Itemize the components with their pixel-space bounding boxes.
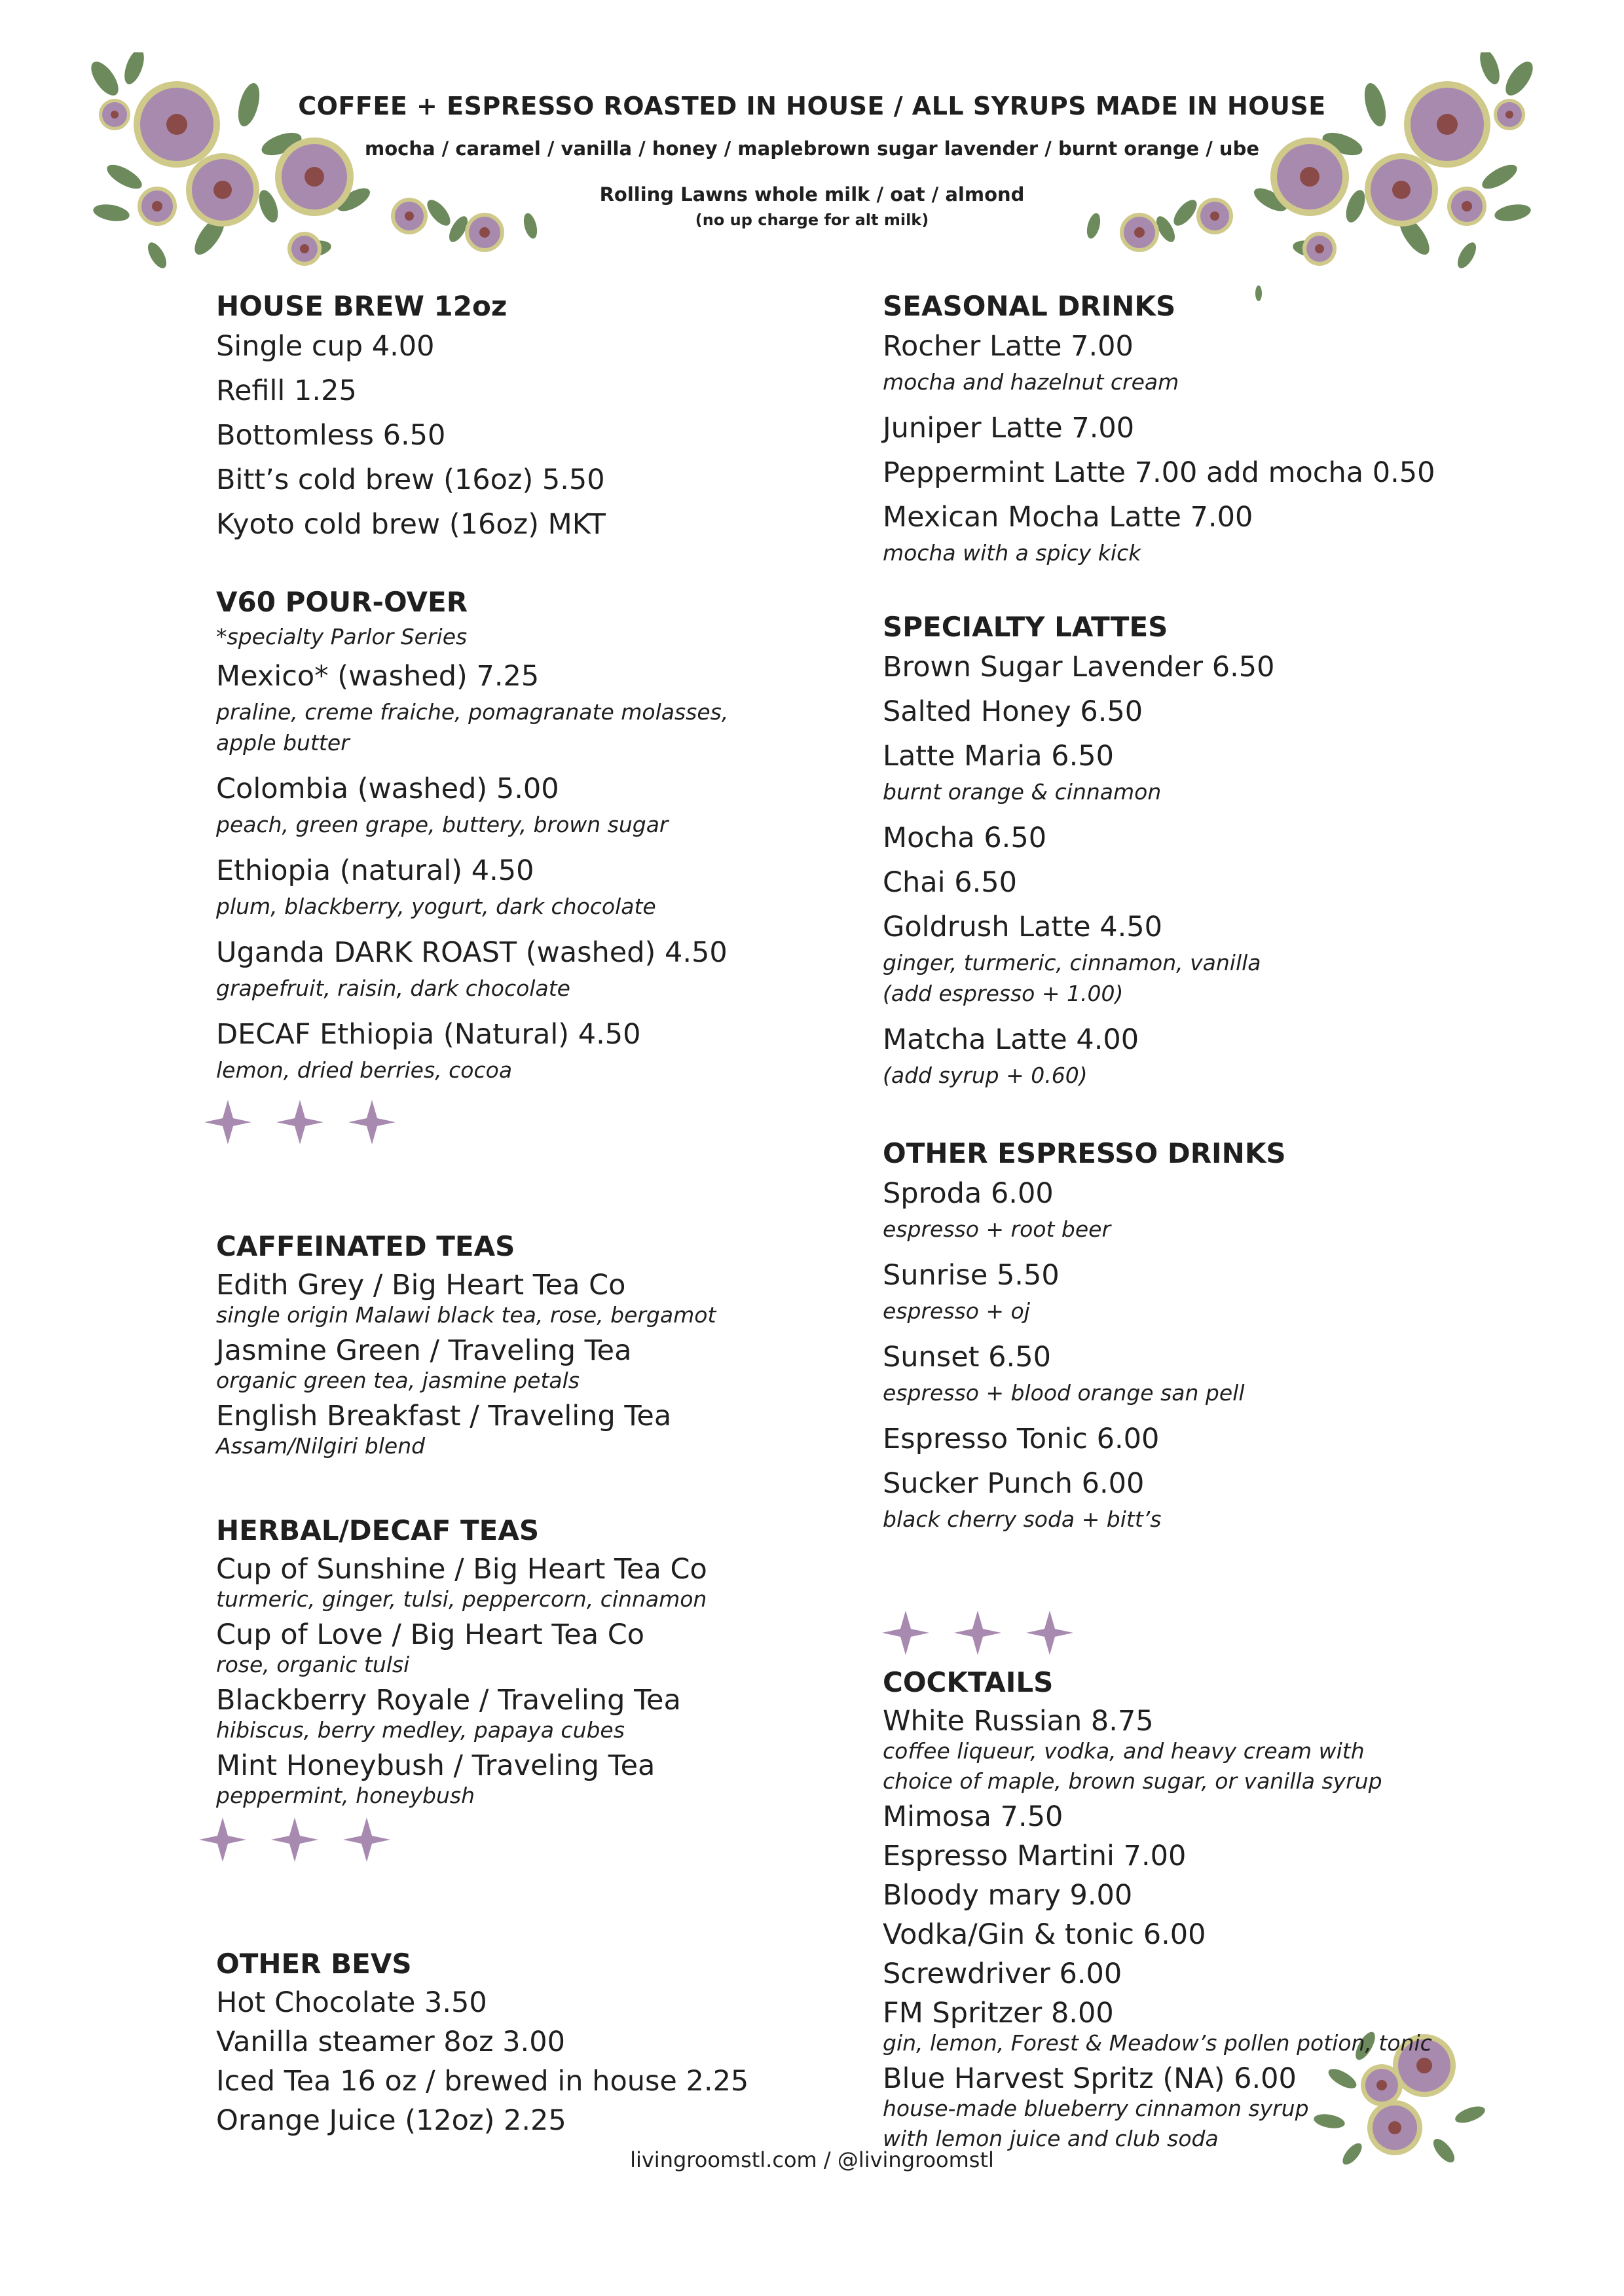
item-description: lemon, dried berries, cocoa: [216, 1057, 513, 1083]
item-description: organic green tea, jasmine petals: [216, 1368, 580, 1393]
item-description: black cherry soda + bitt’s: [883, 1506, 1162, 1532]
header-milk-options: Rolling Lawns whole milk / oat / almond: [599, 183, 1025, 206]
menu-item: [216, 1014, 871, 1085]
menu-item: [883, 1798, 1538, 1836]
item-name: Bitt’s cold brew (16oz) 5.50: [216, 464, 605, 496]
menu-item: [883, 1955, 1538, 1993]
item-name: Mimosa 7.50: [883, 1800, 1063, 1833]
item-name: English Breakfast / Traveling Tea: [216, 1400, 672, 1432]
menu-item: [883, 497, 1538, 568]
menu-item: [216, 932, 871, 1004]
star-icon: [204, 1100, 251, 1144]
section-note: *specialty Parlor Series: [216, 624, 468, 649]
section-title: SPECIALTY LATTES: [883, 611, 1168, 643]
item-description: (add espresso + 1.00): [883, 981, 1124, 1006]
menu-item: [216, 460, 871, 500]
item-description: espresso + oj: [883, 1298, 1030, 1324]
item-name: Sucker Punch 6.00: [883, 1467, 1145, 1500]
menu-item: [216, 1681, 871, 1745]
item-name: Peppermint Latte 7.00 add mocha 0.50: [883, 456, 1435, 489]
item-name: Mexico* (washed) 7.25: [216, 660, 540, 693]
item-name: Goldrush Latte 4.50: [883, 911, 1163, 943]
footer-links: livingroomstl.com / @livingroomstl: [630, 2147, 994, 2172]
menu-item: [883, 818, 1538, 858]
section-other-espresso-drinks: [883, 1134, 1538, 1535]
section-cocktails: [883, 1663, 1538, 2154]
star-divider: [879, 1607, 1538, 1659]
item-description: espresso + root beer: [883, 1216, 1111, 1242]
menu-item: [883, 1019, 1538, 1091]
menu-item: [883, 408, 1538, 448]
menu-item: [883, 736, 1538, 807]
menu-item: [216, 769, 871, 840]
menu-item: [216, 2023, 871, 2061]
item-name: Rocher Latte 7.00: [883, 330, 1134, 363]
menu-item: [216, 2102, 871, 2140]
section-title: CAFFEINATED TEAS: [216, 1230, 515, 1262]
item-description: peppermint, honeybush: [216, 1783, 475, 1808]
item-name: Matcha Latte 4.00: [883, 1023, 1139, 1056]
item-description: rose, organic tulsi: [216, 1652, 410, 1677]
item-name: Espresso Tonic 6.00: [883, 1423, 1160, 1455]
item-name: Single cup 4.00: [216, 330, 435, 363]
item-name: Sunset 6.50: [883, 1341, 1051, 1374]
item-name: Vodka/Gin & tonic 6.00: [883, 1918, 1206, 1951]
section-title: HERBAL/DECAF TEAS: [216, 1514, 540, 1546]
header-milk-note: (no up charge for alt milk): [695, 211, 929, 229]
menu-item: [883, 1337, 1538, 1408]
star-icon: [348, 1100, 396, 1144]
star-icon: [882, 1611, 929, 1655]
star-icon: [1026, 1611, 1073, 1655]
menu-item: [216, 1550, 871, 1614]
section-caffeinated-teas: [216, 1227, 871, 1461]
star-icon: [343, 1817, 390, 1862]
section-seasonal-drinks: [883, 287, 1538, 568]
menu-item: [883, 647, 1538, 687]
menu-header: [0, 92, 1624, 229]
section-title: V60 POUR-OVER: [216, 586, 468, 618]
item-description: burnt orange & cinnamon: [883, 779, 1162, 805]
menu-item: [883, 1419, 1538, 1459]
item-description: Assam/Nilgiri blend: [216, 1433, 426, 1459]
menu-item: [216, 850, 871, 922]
menu-item: [883, 1173, 1538, 1245]
item-name: Salted Honey 6.50: [883, 695, 1143, 728]
section-title: COCKTAILS: [883, 1666, 1054, 1698]
menu-item: [216, 371, 871, 411]
star-icons: [202, 1096, 398, 1148]
item-description: with lemon juice and club soda: [883, 2126, 1219, 2151]
menu-item: [216, 2062, 871, 2100]
menu-item: [216, 1984, 871, 2022]
item-name: Espresso Martini 7.00: [883, 1840, 1187, 1872]
item-name: Bloody mary 9.00: [883, 1879, 1133, 1912]
item-name: Orange Juice (12oz) 2.25: [216, 2104, 566, 2137]
item-name: Ethiopia (natural) 4.50: [216, 854, 534, 887]
section-title: OTHER ESPRESSO DRINKS: [883, 1137, 1286, 1169]
menu-item: [216, 1266, 871, 1330]
item-description: praline, creme fraiche, pomagranate molasses, apple butter: [216, 699, 729, 756]
item-name: Mint Honeybush / Traveling Tea: [216, 1749, 655, 1782]
menu-item: [883, 326, 1538, 397]
menu-item: [216, 326, 871, 367]
item-name: Mexican Mocha Latte 7.00: [883, 501, 1253, 534]
left-column: [216, 287, 871, 2189]
menu-item: [883, 2060, 1538, 2154]
star-icon: [271, 1817, 318, 1862]
item-name: Juniper Latte 7.00: [883, 412, 1135, 445]
menu-item: [883, 1255, 1538, 1326]
menu-item: [883, 691, 1538, 732]
item-name: Blackberry Royale / Traveling Tea: [216, 1684, 681, 1717]
menu-item: [883, 1876, 1538, 1914]
menu-item: [883, 1837, 1538, 1875]
menu-item: [216, 415, 871, 456]
item-name: Brown Sugar Lavender 6.50: [883, 651, 1275, 683]
header-title: COFFEE + ESPRESSO ROASTED IN HOUSE / ALL SYRUPS MADE IN HOUSE: [298, 92, 1326, 120]
star-icon: [199, 1817, 246, 1862]
item-name: Vanilla steamer 8oz 3.00: [216, 2026, 565, 2058]
item-description: ginger, turmeric, cinnamon, vanilla: [883, 950, 1261, 975]
item-description: choice of maple, brown sugar, or vanilla syrup: [883, 1768, 1382, 1794]
item-name: Jasmine Green / Traveling Tea: [216, 1334, 632, 1367]
star-icon: [276, 1100, 323, 1144]
item-name: Screwdriver 6.00: [883, 1958, 1122, 1990]
item-name: Sunrise 5.50: [883, 1259, 1060, 1292]
menu-item: [883, 452, 1538, 493]
item-name: Mocha 6.50: [883, 822, 1047, 854]
section-title: SEASONAL DRINKS: [883, 290, 1176, 322]
item-name: Colombia (washed) 5.00: [216, 773, 559, 805]
star-icons: [196, 1813, 393, 1866]
item-name: Hot Chocolate 3.50: [216, 1986, 487, 2019]
item-description: single origin Malawi black tea, rose, bergamot: [216, 1302, 716, 1328]
menu-item: [216, 656, 871, 758]
item-description: coffee liqueur, vodka, and heavy cream with: [883, 1738, 1365, 1764]
item-name: Cup of Sunshine / Big Heart Tea Co: [216, 1553, 707, 1586]
item-name: Blue Harvest Spritz (NA) 6.00: [883, 2062, 1297, 2095]
item-name: White Russian 8.75: [883, 1705, 1154, 1738]
item-name: FM Spritzer 8.00: [883, 1997, 1114, 2030]
item-name: Iced Tea 16 oz / brewed in house 2.25: [216, 2065, 749, 2098]
section-title: HOUSE BREW 12oz: [216, 290, 507, 322]
menu-item: [216, 1332, 871, 1396]
item-description: turmeric, ginger, tulsi, peppercorn, cinnamon: [216, 1586, 707, 1612]
header-syrups: mocha / caramel / vanilla / honey / maplebrown sugar lavender / burnt orange / ube: [364, 137, 1260, 160]
section-v60-pour-over: [216, 583, 871, 1085]
item-name: Kyoto cold brew (16oz) MKT: [216, 508, 606, 541]
menu-item: [883, 1463, 1538, 1535]
item-name: Edith Grey / Big Heart Tea Co: [216, 1269, 626, 1302]
star-icon: [954, 1611, 1001, 1655]
menu-item: [883, 907, 1538, 1009]
item-description: house-made blueberry cinnamon syrup: [883, 2096, 1309, 2121]
item-name: Refill 1.25: [216, 374, 357, 407]
item-description: espresso + blood orange san pell: [883, 1380, 1245, 1406]
section-herbal-decaf-teas: [216, 1511, 871, 1811]
item-name: Chai 6.50: [883, 866, 1017, 899]
right-column: [883, 287, 1538, 2204]
menu-item: [216, 1616, 871, 1680]
item-description: (add syrup + 0.60): [883, 1063, 1088, 1088]
star-divider: [196, 1813, 871, 1872]
menu-item: [883, 862, 1538, 903]
menu-item: [883, 1702, 1538, 1796]
section-title: OTHER BEVS: [216, 1948, 412, 1980]
item-name: Uganda DARK ROAST (washed) 4.50: [216, 936, 728, 969]
item-name: Bottomless 6.50: [216, 419, 446, 452]
menu-item: [216, 1747, 871, 1811]
item-name: Latte Maria 6.50: [883, 740, 1114, 773]
item-description: gin, lemon, Forest & Meadow’s pollen potion, tonic: [883, 2030, 1432, 2056]
section-specialty-lattes: [883, 608, 1538, 1091]
item-description: hibiscus, berry medley, papaya cubes: [216, 1717, 625, 1743]
item-name: Sproda 6.00: [883, 1177, 1054, 1210]
section-house-brew: [216, 287, 871, 545]
item-description: mocha and hazelnut cream: [883, 369, 1179, 395]
item-description: peach, green grape, buttery, brown sugar: [216, 812, 669, 837]
menu-item: [216, 504, 871, 545]
item-description: plum, blackberry, yogurt, dark chocolate: [216, 894, 656, 919]
star-divider: [202, 1096, 871, 1155]
item-name: DECAF Ethiopia (Natural) 4.50: [216, 1018, 641, 1051]
item-description: grapefruit, raisin, dark chocolate: [216, 975, 570, 1001]
section-other-bevs: [216, 1944, 871, 2140]
menu-item: [883, 1916, 1538, 1954]
item-description: mocha with a spicy kick: [883, 540, 1141, 566]
item-name: Cup of Love / Big Heart Tea Co: [216, 1618, 645, 1651]
menu-item: [883, 1994, 1538, 2058]
star-icons: [879, 1607, 1076, 1659]
menu-item: [216, 1397, 871, 1461]
